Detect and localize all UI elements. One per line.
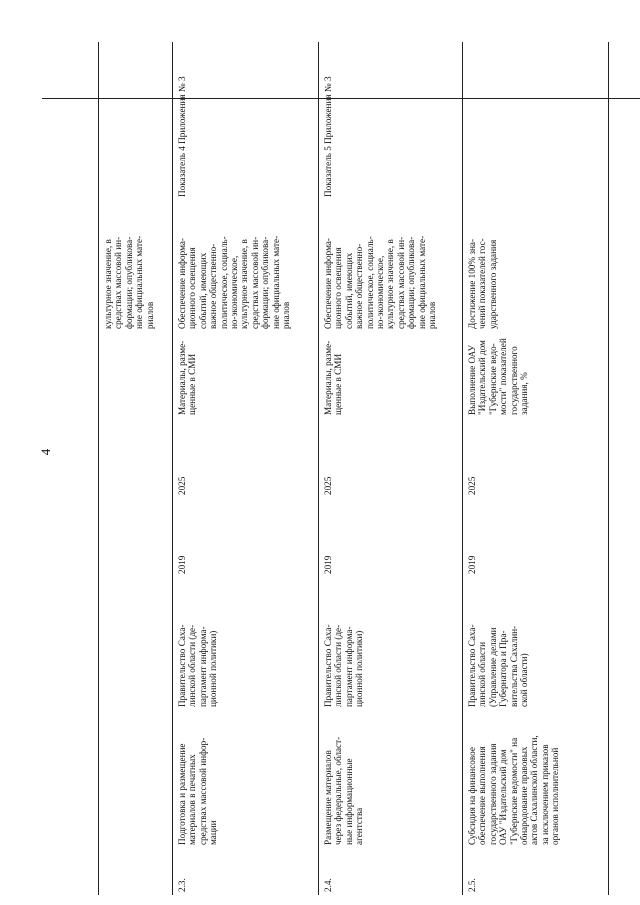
cell-text-end [103,421,171,495]
cell-text-start [103,501,171,574]
table-cell-relation [172,42,318,200]
page-number: 4 [38,448,53,456]
cell-text-indicator [103,335,171,415]
cell-text-start: 2019 [323,555,333,574]
table-cell-indicator [172,332,318,418]
table-cell-num [462,848,608,895]
table-cell-end [98,418,172,498]
cell-text-indicator: Материалы, разме- щенные в СМИ [177,340,198,415]
table-cell-executor [98,577,172,710]
cell-text-num: 2.5. [467,878,477,892]
cell-text-name: Подготовка и размещение материалов в печатных средствах массовой инфор- мации [177,737,219,845]
table-cell-executor [318,577,462,710]
table-cell-num [172,848,318,895]
cell-text-result: культурное значение, в средствах массовой ин- формации; опубликова- ние официальных мате- риалов [103,235,155,329]
cell-text-name [103,713,171,845]
table-cell-name [318,710,462,848]
table-cell-name [98,710,172,848]
cell-text-start: 2019 [467,555,477,574]
cell-text-name: Субсидия на финансовое обеспечение выполнения государственного задания ОАУ "Издательский дом "Губернские ведомости" на обнародование правовых актов Сахалинской области, за исключением приказов органов исполнительной [467,735,561,845]
table-cell-relation [462,42,608,200]
table-cell-num [318,848,462,895]
table-cell-start [318,498,462,577]
cell-text-relation [467,45,607,197]
table-cell-result [318,200,462,332]
table-cell-executor [172,577,318,710]
table-cell-result [462,200,608,332]
cell-text-end: 2025 [177,476,187,495]
table-cell-relation [318,42,462,200]
cell-text-result: Обеспечение информа- ционного освещения событий, имеющих важное общественно- политическое, социаль- но-экономическое, культурное значение, в средствах массовой ин- формации; опубликова- ние официальных мате- риалов [323,235,438,329]
cell-text-executor [103,580,171,707]
cell-text-result: Обеспечение информа- ционного освещения событий, имеющих важное общественно- политическое, социаль- но-экономическое, культурное значение, в средствах массовой ин- формации; опубликова- ние официальных мате- риалов [177,235,292,329]
cell-text-indicator: Выполнение ОАУ "Издательский дом "Губернские ведо- мости" показателей государственного задания, % [467,338,530,415]
table-cell-name [462,710,608,848]
cell-text-end: 2025 [467,476,477,495]
cell-text-executor: Правительство Саха- линской области (де- партамент информа- ционной политики) [177,624,219,707]
cell-text-name: Размещение материалов через федеральные, област- ные информационные агентства [323,736,365,845]
table-cell-end [318,418,462,498]
cell-text-start: 2019 [177,555,187,574]
cell-text-num: 2.3. [177,878,187,892]
table-cell-start [98,498,172,577]
table-cell-result [172,200,318,332]
table-cell-indicator [98,332,172,418]
table-cell-end [172,418,318,498]
table-cell-indicator [462,332,608,418]
cell-text-relation: Показатель 5 Приложения № 3 [323,76,333,197]
table-cell-indicator [318,332,462,418]
table-cell-result [98,200,172,332]
cell-text-executor: Правительство Саха- линской области (Управление делами Губернатора и Пра- вительства Сахалин- ской области) [467,624,530,707]
cell-text-num: 2.4. [323,878,333,892]
cell-text-relation [103,45,171,197]
table-cell-start [462,498,608,577]
table-cell-end [462,418,608,498]
cell-text-executor: Правительство Саха- линской области (де- партамент информа- ционной политики) [323,624,365,707]
table-row-border [608,42,609,895]
table-cell-relation [98,42,172,200]
table-cell-name [172,710,318,848]
table-cell-start [172,498,318,577]
cell-text-relation: Показатель 4 Приложения № 3 [177,76,187,197]
cell-text-result: Достижение 100% зна- чений показателей гос- ударственного задания [467,238,498,329]
cell-text-indicator: Материалы, разме- щенные в СМИ [323,340,344,415]
cell-text-end: 2025 [323,476,333,495]
table-cell-executor [462,577,608,710]
table-cell-num [98,848,172,895]
cell-text-num [103,851,171,892]
